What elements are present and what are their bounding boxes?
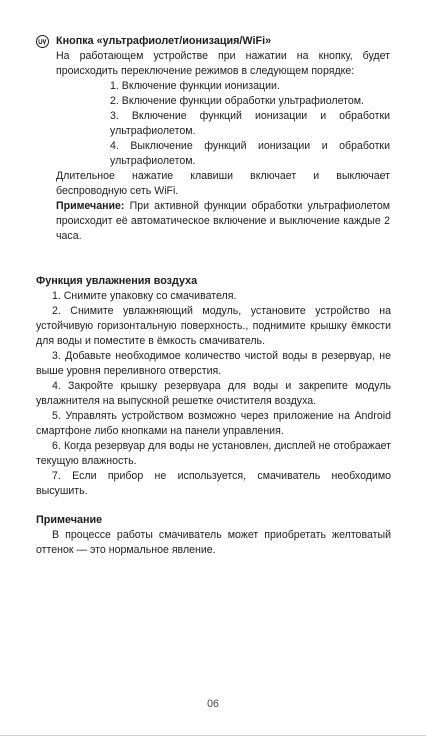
humidification-step: 5. Управлять устройством возможно через приложение на Android смартфоне либо кнопками на панели управления. — [36, 410, 391, 437]
humidification-step: 2. Снимите увлажняющий модуль, установите устройство на устойчивую горизонтальную поверхность., поднимите крышку ёмкости для воды и поместите в ёмкость смачиватель. — [36, 305, 391, 347]
uv-intro-text: На работающем устройстве при нажатии на кнопку, будет происходить переключение режимов в следующем порядке: — [56, 50, 390, 77]
page-bottom-edge — [0, 735, 426, 736]
humidification-title: Функция увлажнения воздуха — [36, 275, 198, 287]
note-section — [36, 513, 391, 558]
humidification-section — [36, 274, 391, 499]
uv-mode-item: 2. Включение функции обработки ультрафиолетом. — [110, 95, 364, 107]
humidification-step: 1. Снимите упаковку со смачивателя. — [52, 290, 237, 302]
uv-note-label: Примечание: — [56, 200, 125, 212]
uv-button-title: Кнопка «ультрафиолет/ионизация/WiFi» — [56, 35, 272, 47]
wifi-long-press-text: Длительное нажатие клавиши включает и выключает беспроводную сеть WiFi. — [56, 170, 390, 197]
humidification-step: 6. Когда резервуар для воды не установлен, дисплей не отображает текущую влажность. — [36, 440, 391, 467]
uv-mode-item: 3. Включение функций ионизации и обработки ультрафиолетом. — [110, 110, 390, 137]
uv-mode-list — [110, 79, 390, 169]
uv-note-text: При активной функции обработки ультрафиолетом происходит её автоматическое включение и выключение каждые 2 часа. — [56, 200, 390, 242]
humidification-step: 3. Добавьте необходимое количество чистой воды в резервуар, не выше уровня переливного отверстия. — [36, 350, 391, 377]
humidification-step: 4. Закройте крышку резервуара для воды и закрепите модуль увлажнителя на выпускной решетке очистителя воздуха. — [36, 380, 391, 407]
humidification-step: 7. Если прибор не используется, смачиватель необходимо высушить. — [36, 470, 391, 497]
uv-ionization-button-icon — [36, 35, 49, 48]
uv-mode-item: 1. Включение функции ионизации. — [110, 80, 280, 92]
uv-button-section — [36, 34, 390, 244]
uv-button-heading — [36, 34, 390, 49]
uv-mode-item: 4. Выключение функций ионизации и обработки ультрафиолетом. — [110, 140, 390, 167]
note-title: Примечание — [36, 514, 103, 526]
uv-note — [56, 199, 390, 244]
note-text: В процессе работы смачиватель может приобретать желтоватый оттенок — это нормальное явление. — [36, 529, 391, 556]
page-number: 06 — [207, 698, 219, 710]
